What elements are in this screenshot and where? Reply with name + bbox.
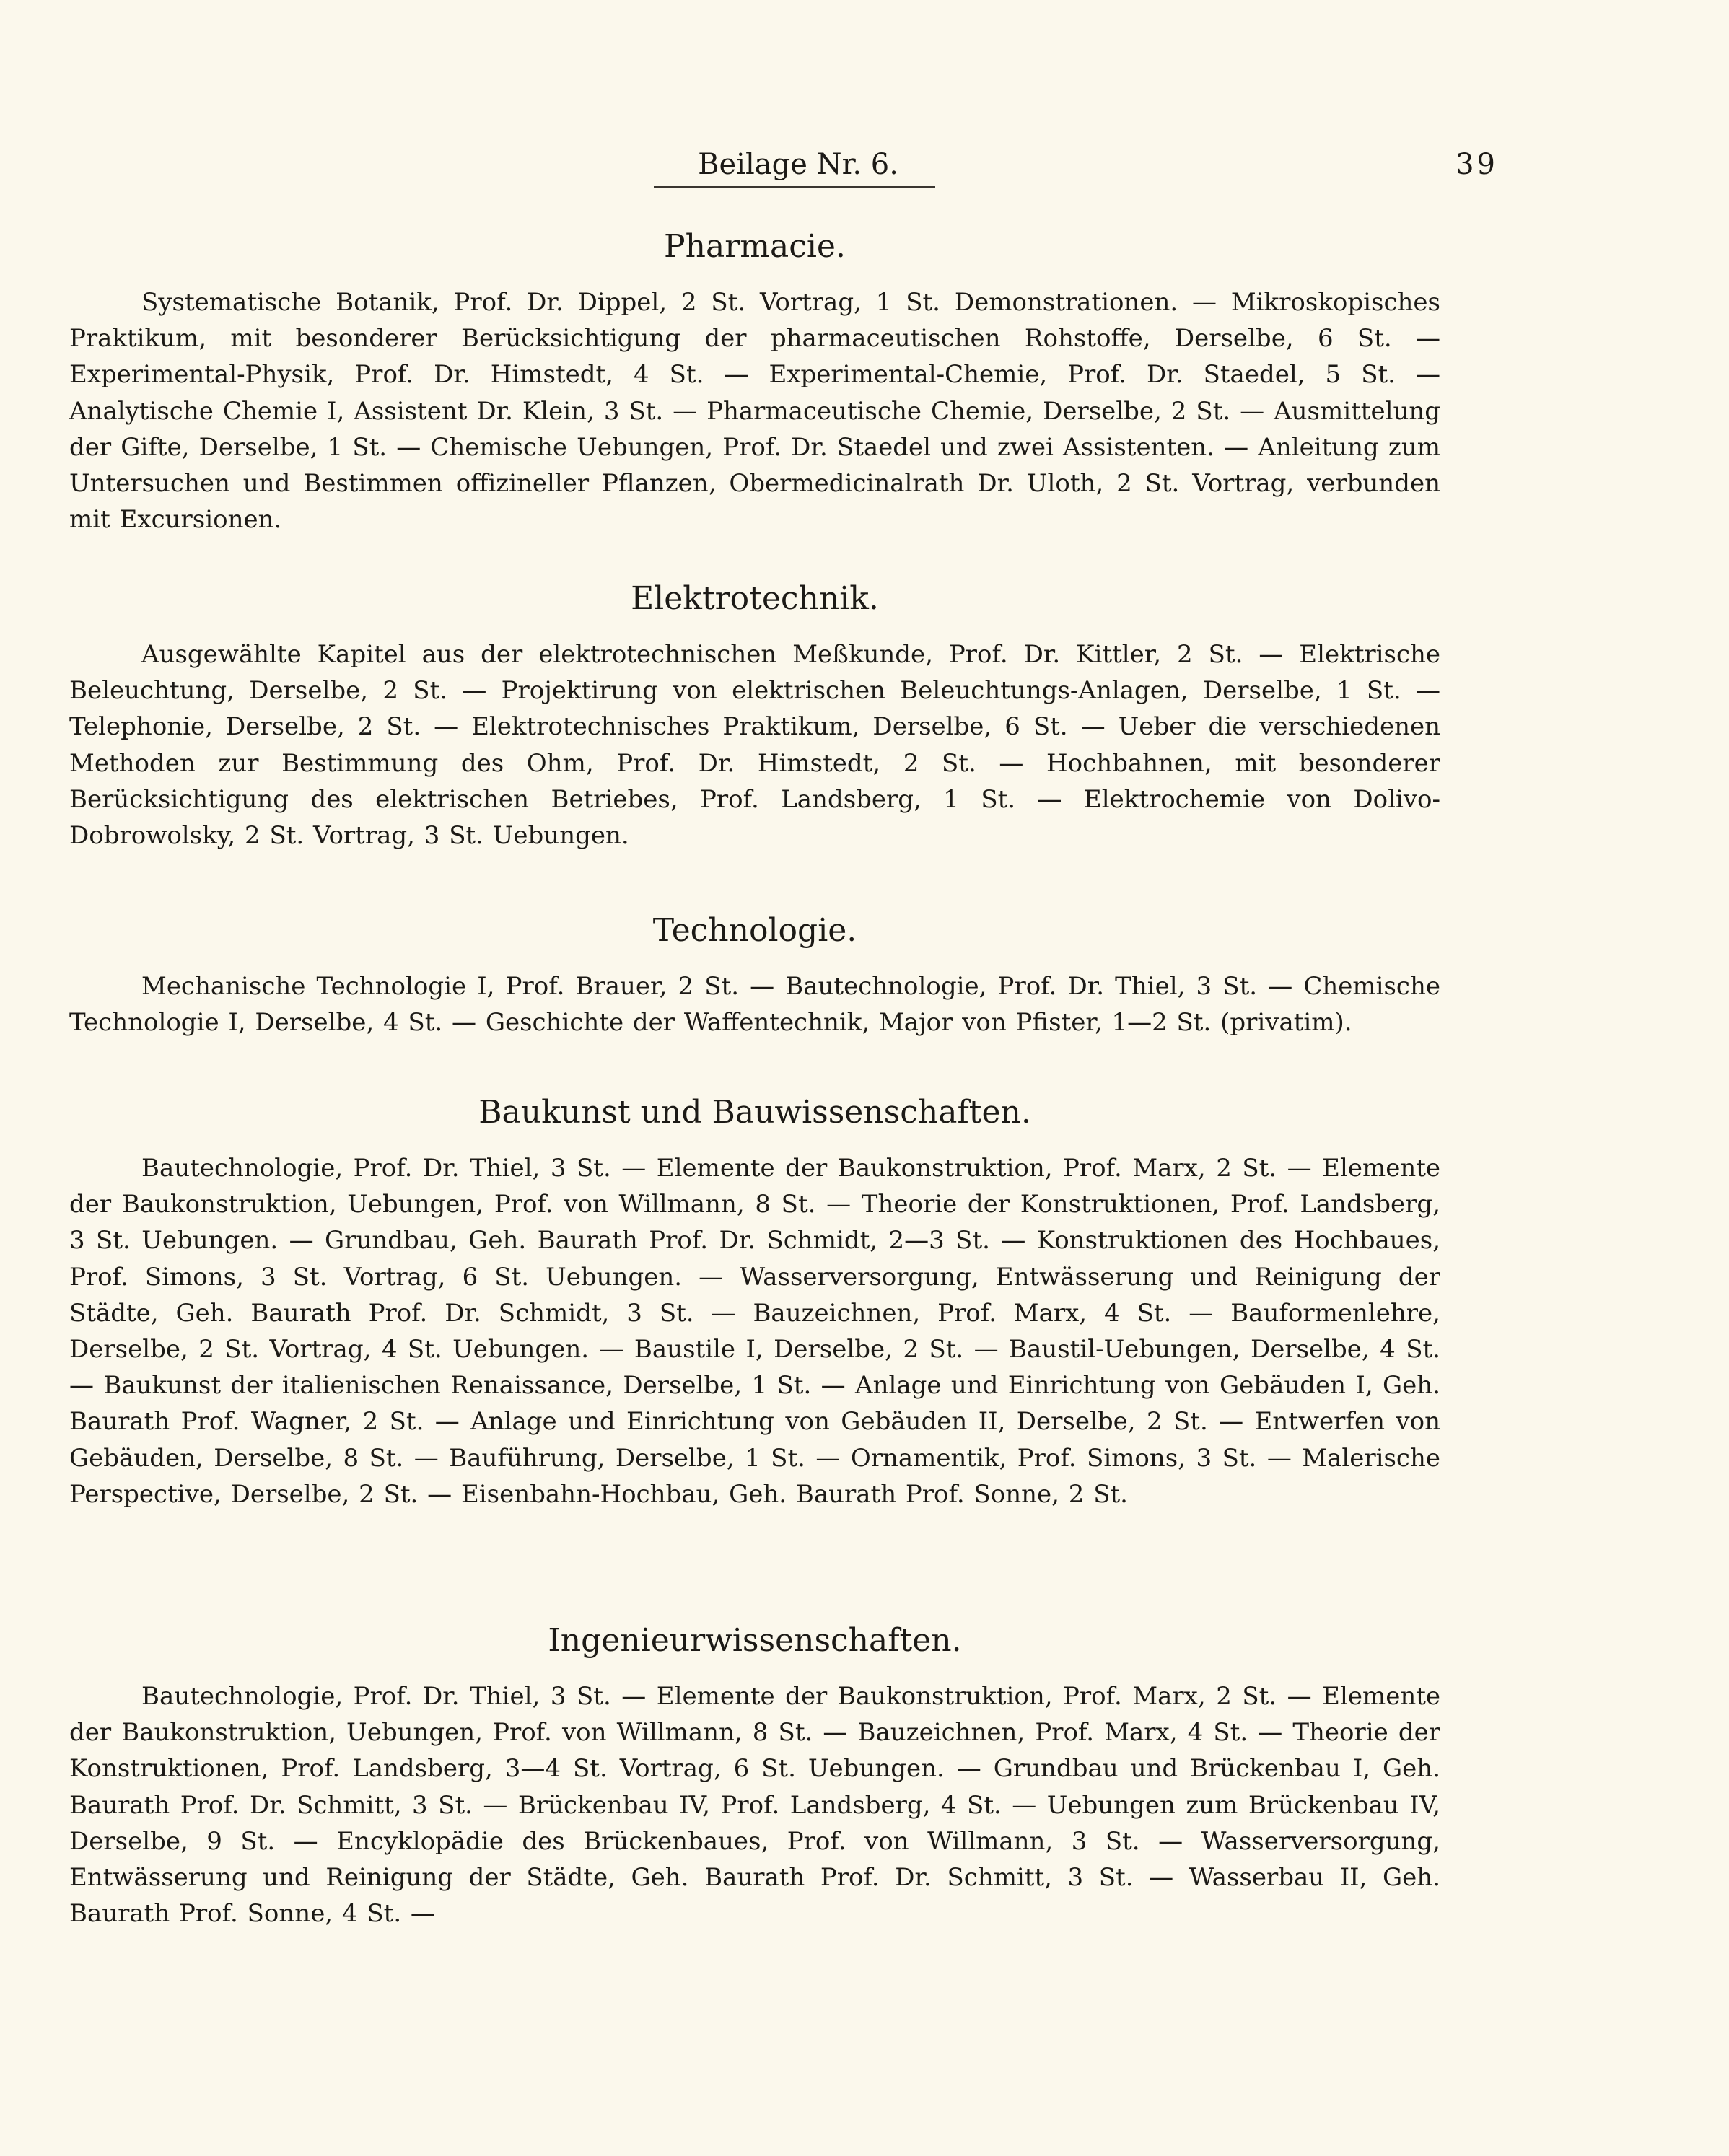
section-body: Systematische Botanik, Prof. Dr. Dippel, 2 St. Vortrag, 1 St. Demonstrationen. — Mikroskopisches Praktikum, mit besonderer Berücksichtigung der pharmaceutischen Rohstoffe, Derselbe, 6 St. — Experimental-Physik, Prof. Dr. Himstedt, 4 St. — Experimental-Chemie, Prof. Dr. Staedel, 5 St. — Analytische Chemie I, Assistent Dr. Klein, 3 St. — Pharmaceutische Chemie, Derselbe, 2 St. — Ausmittelung der Gifte, Derselbe, 1 St. — Chemische Uebungen, Prof. Dr. Staedel und zwei Assistenten. — Anleitung zum Untersuchen und Bestimmen offizineller Pflanzen, Obermedicinalrath Dr. Uloth, 2 St. Vortrag, verbunden mit Excursionen. (69, 288, 1440, 535)
section-technologie (69, 909, 1440, 1040)
section-body: Bautechnologie, Prof. Dr. Thiel, 3 St. — Elemente der Baukonstruktion, Prof. Marx, 2 St. — Elemente der Baukonstruktion, Uebungen, Prof. von Willmann, 8 St. — Bauzeichnen, Prof. Marx, 4 St. — Theorie der Konstruktionen, Prof. Landsberg, 3—4 St. Vortrag, 6 St. Uebungen. — Grundbau und Brückenbau I, Geh. Baurath Prof. Dr. Schmitt, 3 St. — Brückenbau IV, Prof. Landsberg, 4 St. — Uebungen zum Brückenbau IV, Derselbe, 9 St. — Encyklopädie des Brückenbaues, Prof. von Willmann, 3 St. — Wasserversorgung, Entwässerung und Reinigung der Städte, Geh. Baurath Prof. Dr. Schmitt, 3 St. — Wasserbau II, Geh. Baurath Prof. Sonne, 4 St. — (69, 1682, 1440, 1929)
section-ingenieurwissenschaften (69, 1619, 1440, 1932)
section-heading: Pharmacie. (664, 228, 846, 265)
section-heading: Baukunst und Bauwissenschaften. (478, 1094, 1031, 1131)
section-body: Mechanische Technologie I, Prof. Brauer, 2 St. — Bautechnologie, Prof. Dr. Thiel, 3 St. — Chemische Technologie I, Derselbe, 4 St. — Geschichte der Waffentechnik, Major von Pfister, 1—2 St. (privatim). (69, 972, 1440, 1038)
section-baukunst (69, 1091, 1440, 1512)
section-heading: Technologie. (652, 912, 857, 949)
section-heading: Ingenieurwissenschaften. (548, 1622, 962, 1659)
section-pharmacie (69, 225, 1440, 538)
section-heading: Elektrotechnik. (631, 580, 879, 617)
page-header (69, 144, 1498, 195)
section-body: Ausgewählte Kapitel aus der elektrotechnischen Meßkunde, Prof. Dr. Kittler, 2 St. — Elektrische Beleuchtung, Derselbe, 2 St. — Projektirung von elektrischen Beleuchtungs-Anlagen, Derselbe, 1 St. — Telephonie, Derselbe, 2 St. — Elektrotechnisches Praktikum, Derselbe, 6 St. — Ueber die verschiedenen Methoden zur Bestimmung des Ohm, Prof. Dr. Himstedt, 2 St. — Hochbahnen, mit besonderer Berücksichtigung des elektrischen Betriebes, Prof. Landsberg, 1 St. — Elektrochemie von Dolivo-Dobrowolsky, 2 St. Vortrag, 3 St. Uebungen. (69, 640, 1440, 851)
section-elektrotechnik (69, 577, 1440, 854)
supplement-title: Beilage Nr. 6. (698, 148, 898, 181)
header-underline (654, 186, 935, 188)
section-body: Bautechnologie, Prof. Dr. Thiel, 3 St. — Elemente der Baukonstruktion, Prof. Marx, 2 St. — Elemente der Baukonstruktion, Uebungen, Prof. von Willmann, 8 St. — Theorie der Konstruktionen, Prof. Landsberg, 3 St. Uebungen. — Grundbau, Geh. Baurath Prof. Dr. Schmidt, 2—3 St. — Konstruktionen des Hochbaues, Prof. Simons, 3 St. Vortrag, 6 St. Uebungen. — Wasserversorgung, Entwässerung und Reinigung der Städte, Geh. Baurath Prof. Dr. Schmidt, 3 St. — Bauzeichnen, Prof. Marx, 4 St. — Bauformenlehre, Derselbe, 2 St. Vortrag, 4 St. Uebungen. — Baustile I, Derselbe, 2 St. — Baustil-Uebungen, Derselbe, 4 St. — Baukunst der italienischen Renaissance, Derselbe, 1 St. — Anlage und Einrichtung von Gebäuden I, Geh. Baurath Prof. Wagner, 2 St. — Anlage und Einrichtung von Gebäuden II, Derselbe, 2 St. — Entwerfen von Gebäuden, Derselbe, 8 St. — Bauführung, Derselbe, 1 St. — Ornamentik, Prof. Simons, 3 St. — Malerische Perspective, Derselbe, 2 St. — Eisenbahn-Hochbau, Geh. Baurath Prof. Sonne, 2 St. (69, 1154, 1440, 1509)
page-number: 39 (1456, 148, 1498, 181)
